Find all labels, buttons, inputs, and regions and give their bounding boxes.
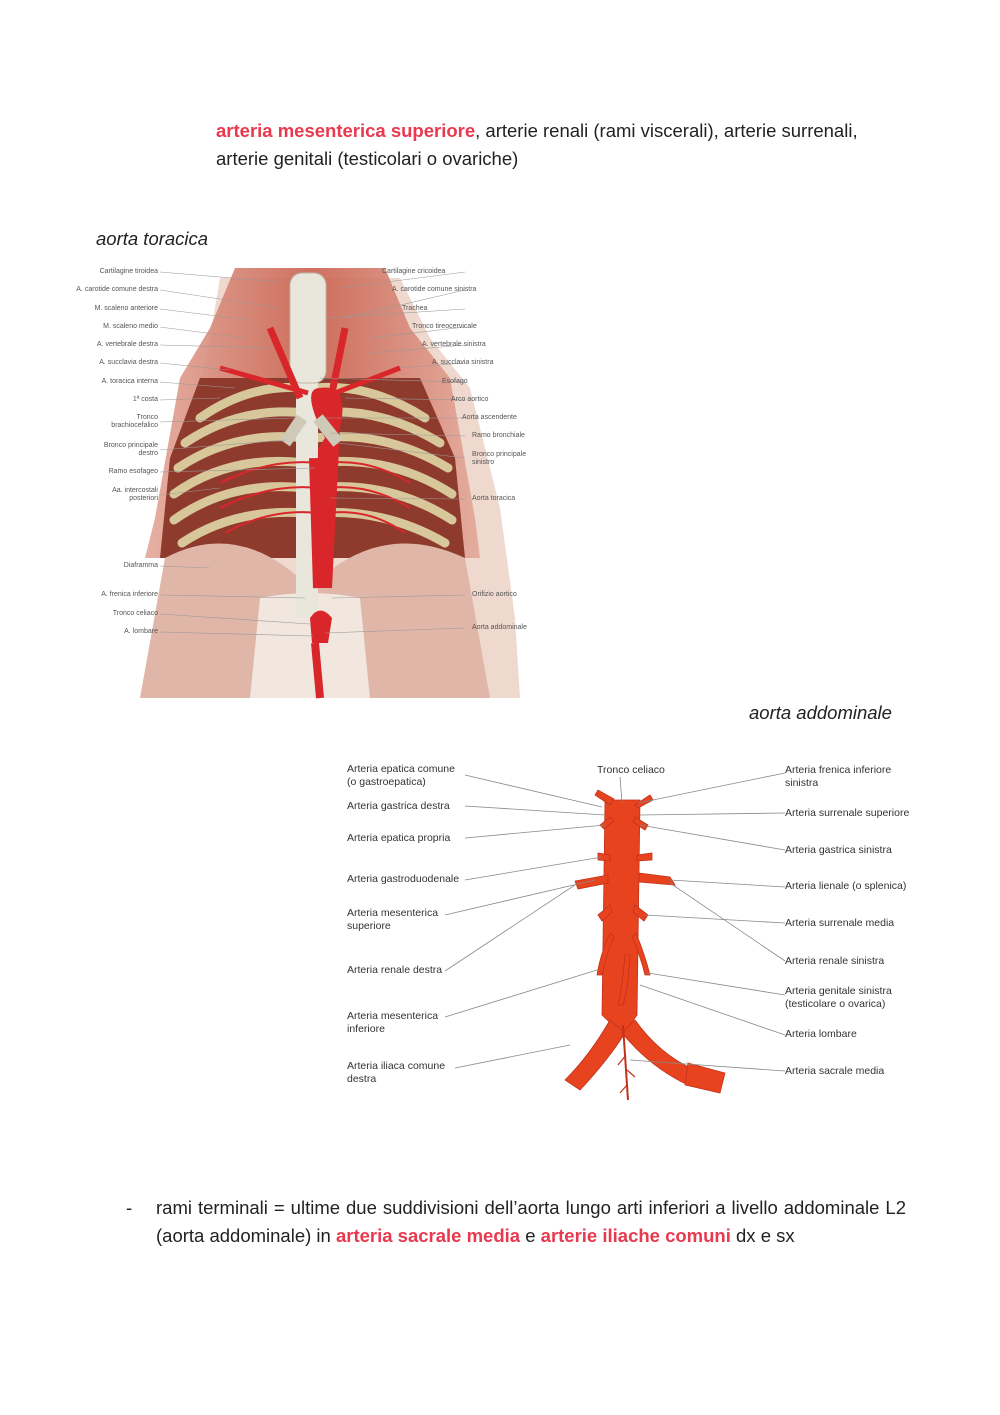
label-tronco-celiaco: Tronco celiaco [597, 764, 665, 776]
label-prima-costa: 1ª costa [132, 396, 158, 403]
label-vertebrale-destra: A. vertebrale destra [96, 341, 158, 348]
label-diaframma: Diaframma [123, 562, 158, 569]
label-renale-sinistra: Arteria renale sinistra [785, 955, 885, 967]
label-scaleno-anteriore: M. scaleno anteriore [94, 305, 158, 312]
label-toracica-interna: A. toracica interna [101, 378, 158, 385]
label-surrenale-superiore: Arteria surrenale superiore [785, 807, 910, 819]
label-vertebrale-sinistra: A. vertebrale sinistra [422, 341, 486, 348]
label-lienale: Arteria lienale (o splenica) [785, 880, 907, 892]
caption-thoracic: aorta toracica [96, 228, 209, 249]
intro-paragraph [216, 117, 916, 173]
label-frenica-inferiore-sinistra: Arteria frenica inferiore sinistra [785, 764, 892, 789]
label-arco-aortico: Arco aortico [451, 396, 489, 403]
label-ramo-bronchiale: Ramo bronchiale [472, 432, 525, 439]
label-trachea: Trachea [402, 305, 428, 312]
bullet-text-part1: rami terminali = ultime due suddivisioni dell’aorta lungo arti inferiori a livello addominale L2 (aorta addominale) in [156, 1197, 906, 1246]
label-lombare: Arteria lombare [785, 1028, 857, 1040]
label-ramo-esofageo: Ramo esofageo [108, 468, 158, 475]
label-gastrica-sinistra: Arteria gastrica sinistra [785, 844, 892, 856]
label-tronco-celiaco: Tronco celiaco [112, 610, 158, 617]
figure-abdominal-aorta [340, 755, 920, 1110]
label-genitale-sinistra: Arteria genitale sinistra (testicolare o ovarica) [785, 985, 892, 1010]
label-cartilagine-tiroidea: Cartilagine tiroidea [99, 268, 158, 275]
label-bronco-principale-sinistro: Bronco principale sinistro [472, 451, 527, 466]
label-tronco-tireocervicale: Tronco tireocervicale [412, 323, 477, 330]
label-tronco-brachiocefalico: Tronco brachiocefalico [111, 414, 158, 429]
label-bronco-principale-destro: Bronco principale destro [103, 442, 158, 457]
label-lombare: A. lombare [124, 628, 158, 635]
intro-line2: arterie genitali (testicolari o ovariche) [216, 148, 519, 169]
bullet-marker: - [126, 1197, 133, 1218]
label-gastrica-destra: Arteria gastrica destra [347, 800, 450, 812]
label-iliaca-comune-destra: Arteria iliaca comune destra [347, 1060, 446, 1085]
label-intercostali-posteriori: Aa. intercostali posteriori [112, 487, 158, 502]
label-orifizio-aortico: Orifizio aortico [472, 591, 517, 598]
figure-thoracic-aorta [70, 258, 550, 703]
label-epatica-comune: Arteria epatica comune (o gastroepatica) [347, 763, 455, 788]
intro-rest: , arterie renali (rami viscerali), arterie surrenali, [475, 120, 858, 141]
label-frenica-inferiore: A. frenica inferiore [101, 591, 158, 598]
label-aorta-toracica: Aorta toracica [472, 495, 516, 502]
label-cartilagine-cricoidea: Cartilagine cricoidea [382, 268, 446, 275]
label-epatica-propria: Arteria epatica propria [347, 832, 451, 844]
label-esofago: Esofago [442, 378, 468, 385]
caption-abdominal: aorta addominale [749, 702, 892, 723]
bullet-text-end: dx e sx [730, 1225, 795, 1246]
bullet-text-mid: e [520, 1225, 541, 1246]
label-aorta-ascendente: Aorta ascendente [462, 414, 517, 421]
label-surrenale-media: Arteria surrenale media [785, 917, 895, 929]
label-aorta-addominale: Aorta addominale [472, 624, 527, 631]
label-succlavia-sinistra: A. succlavia sinistra [432, 359, 494, 366]
highlight-mesenterica: arteria mesenterica superiore [216, 120, 476, 141]
bullet-paragraph [156, 1194, 906, 1250]
label-gastroduodenale: Arteria gastroduodenale [347, 873, 460, 885]
label-scaleno-medio: M. scaleno medio [103, 323, 158, 330]
label-succlavia-destra: A. succlavia destra [99, 359, 158, 366]
label-sacrale-media: Arteria sacrale media [785, 1065, 885, 1077]
label-mesenterica-inferiore: Arteria mesenterica inferiore [347, 1010, 439, 1035]
label-carotide-comune-destra: A. carotide comune destra [76, 286, 158, 293]
highlight-iliache-comuni: arterie iliache comuni [540, 1225, 731, 1246]
highlight-sacrale-media: arteria sacrale media [335, 1225, 521, 1246]
label-mesenterica-superiore: Arteria mesenterica superiore [347, 907, 439, 932]
label-renale-destra: Arteria renale destra [347, 964, 443, 976]
label-carotide-comune-sinistra: A. carotide comune sinistra [392, 286, 477, 293]
